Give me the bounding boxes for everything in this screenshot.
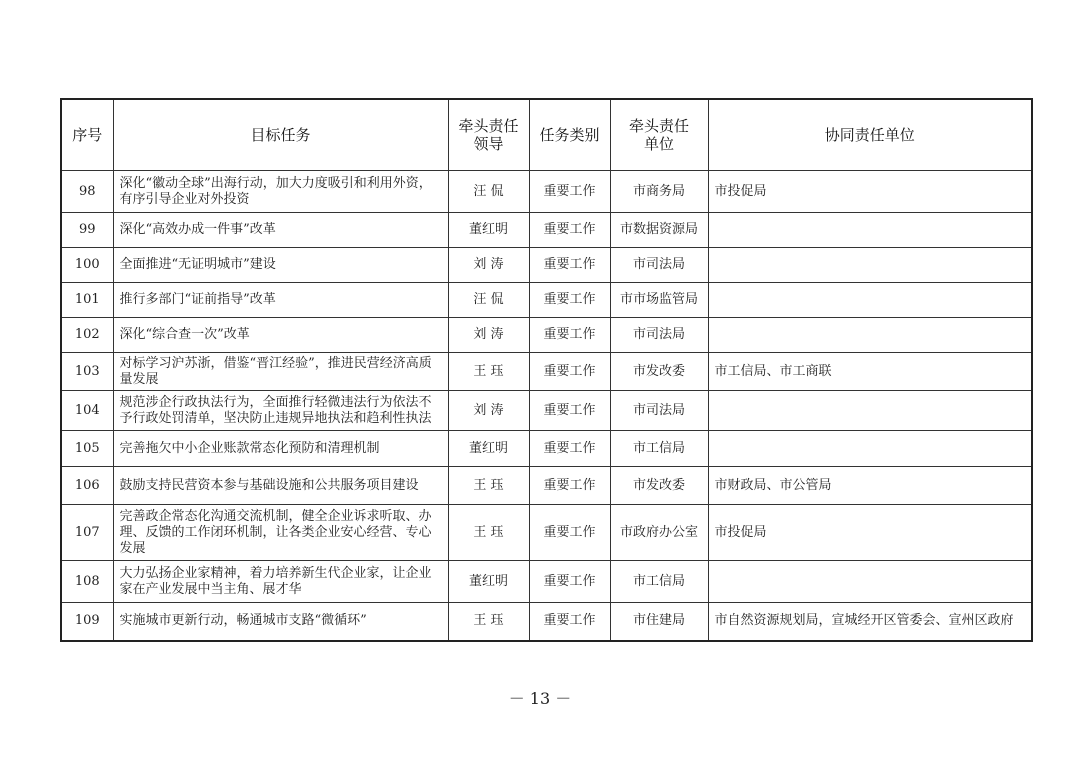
- table-row: [61, 467, 1032, 505]
- header-category: 任务类别: [529, 99, 610, 171]
- row-leader: 王 珏: [448, 505, 529, 561]
- header-no: 序号: [61, 99, 113, 171]
- row-unit: 市司法局: [610, 248, 708, 283]
- row-task: 深化“综合查一次”改革: [113, 318, 448, 353]
- table-row: [61, 431, 1032, 467]
- header-leader: [448, 99, 529, 171]
- row-coop: 市投促局: [708, 505, 1032, 561]
- row-category: 重要工作: [529, 505, 610, 561]
- row-no: 107: [61, 505, 113, 561]
- row-no: 108: [61, 561, 113, 603]
- row-unit: 市司法局: [610, 391, 708, 431]
- header-unit: [610, 99, 708, 171]
- header-unit-line1: 牵头责任: [628, 117, 689, 135]
- header-row: [61, 99, 1032, 171]
- table-row: [61, 213, 1032, 248]
- row-coop: [708, 318, 1032, 353]
- row-category: 重要工作: [529, 467, 610, 505]
- row-coop: 市财政局、市公管局: [708, 467, 1032, 505]
- row-no: 98: [61, 171, 113, 213]
- row-task: 全面推进“无证明城市”建设: [113, 248, 448, 283]
- row-no: 100: [61, 248, 113, 283]
- row-no: 102: [61, 318, 113, 353]
- header-coop: 协同责任单位: [708, 99, 1032, 171]
- row-leader: 董红明: [448, 561, 529, 603]
- row-no: 104: [61, 391, 113, 431]
- row-unit: 市司法局: [610, 318, 708, 353]
- row-task: 实施城市更新行动，畅通城市支路“微循环”: [113, 603, 448, 641]
- row-leader: 王 珏: [448, 353, 529, 391]
- row-category: 重要工作: [529, 213, 610, 248]
- table-row: [61, 248, 1032, 283]
- header-task: 目标任务: [113, 99, 448, 171]
- row-category: 重要工作: [529, 603, 610, 641]
- row-coop: 市工信局、市工商联: [708, 353, 1032, 391]
- row-unit: 市市场监管局: [610, 283, 708, 318]
- row-category: 重要工作: [529, 318, 610, 353]
- row-category: 重要工作: [529, 561, 610, 603]
- row-coop: [708, 213, 1032, 248]
- table-row: [61, 603, 1032, 641]
- row-unit: 市数据资源局: [610, 213, 708, 248]
- row-category: 重要工作: [529, 283, 610, 318]
- row-task: 大力弘扬企业家精神，着力培养新生代企业家，让企业家在产业发展中当主角、展才华: [113, 561, 448, 603]
- row-no: 99: [61, 213, 113, 248]
- header-leader-line2: 领导: [473, 135, 504, 153]
- table-row: [61, 318, 1032, 353]
- row-unit: 市商务局: [610, 171, 708, 213]
- row-category: 重要工作: [529, 431, 610, 467]
- row-leader: 刘 涛: [448, 248, 529, 283]
- row-leader: 董红明: [448, 213, 529, 248]
- row-coop: 市投促局: [708, 171, 1032, 213]
- task-table: [60, 98, 1033, 642]
- row-leader: 刘 涛: [448, 391, 529, 431]
- row-leader: 王 珏: [448, 467, 529, 505]
- header-unit-line2: 单位: [643, 135, 674, 153]
- row-unit: 市发改委: [610, 467, 708, 505]
- row-coop: [708, 283, 1032, 318]
- row-leader: 刘 涛: [448, 318, 529, 353]
- row-leader: 汪 侃: [448, 171, 529, 213]
- row-task: 对标学习沪苏浙，借鉴“晋江经验”，推进民营经济高质量发展: [113, 353, 448, 391]
- row-unit: 市发改委: [610, 353, 708, 391]
- row-coop: [708, 561, 1032, 603]
- row-task: 规范涉企行政执法行为，全面推行轻微违法行为依法不予行政处罚清单，坚决防止违规异地执法和趋利性执法: [113, 391, 448, 431]
- header-leader-line1: 牵头责任: [458, 117, 519, 135]
- row-category: 重要工作: [529, 391, 610, 431]
- row-task: 鼓励支持民营资本参与基础设施和公共服务项目建设: [113, 467, 448, 505]
- row-coop: [708, 431, 1032, 467]
- row-unit: 市工信局: [610, 431, 708, 467]
- row-coop: [708, 248, 1032, 283]
- row-unit: 市工信局: [610, 561, 708, 603]
- row-no: 109: [61, 603, 113, 641]
- table-row: [61, 561, 1032, 603]
- row-unit: 市政府办公室: [610, 505, 708, 561]
- row-task: 深化“徽动全球”出海行动，加大力度吸引和利用外资，有序引导企业对外投资: [113, 171, 448, 213]
- row-category: 重要工作: [529, 248, 610, 283]
- row-no: 101: [61, 283, 113, 318]
- table-row: [61, 171, 1032, 213]
- table-row: [61, 391, 1032, 431]
- row-coop: [708, 391, 1032, 431]
- table-row: [61, 283, 1032, 318]
- table-row: [61, 353, 1032, 391]
- row-no: 103: [61, 353, 113, 391]
- row-task: 深化“高效办成一件事”改革: [113, 213, 448, 248]
- row-category: 重要工作: [529, 353, 610, 391]
- row-no: 106: [61, 467, 113, 505]
- page-number: － 13 －: [508, 689, 572, 708]
- row-leader: 王 珏: [448, 603, 529, 641]
- row-task: 推行多部门“证前指导”改革: [113, 283, 448, 318]
- row-coop: 市自然资源规划局，宣城经开区管委会、宣州区政府: [708, 603, 1032, 641]
- row-category: 重要工作: [529, 171, 610, 213]
- row-task: 完善政企常态化沟通交流机制，健全企业诉求听取、办理、反馈的工作闭环机制，让各类企业安心经营、专心发展: [113, 505, 448, 561]
- table-row: [61, 505, 1032, 561]
- row-no: 105: [61, 431, 113, 467]
- row-leader: 汪 侃: [448, 283, 529, 318]
- row-task: 完善拖欠中小企业账款常态化预防和清理机制: [113, 431, 448, 467]
- row-leader: 董红明: [448, 431, 529, 467]
- row-unit: 市住建局: [610, 603, 708, 641]
